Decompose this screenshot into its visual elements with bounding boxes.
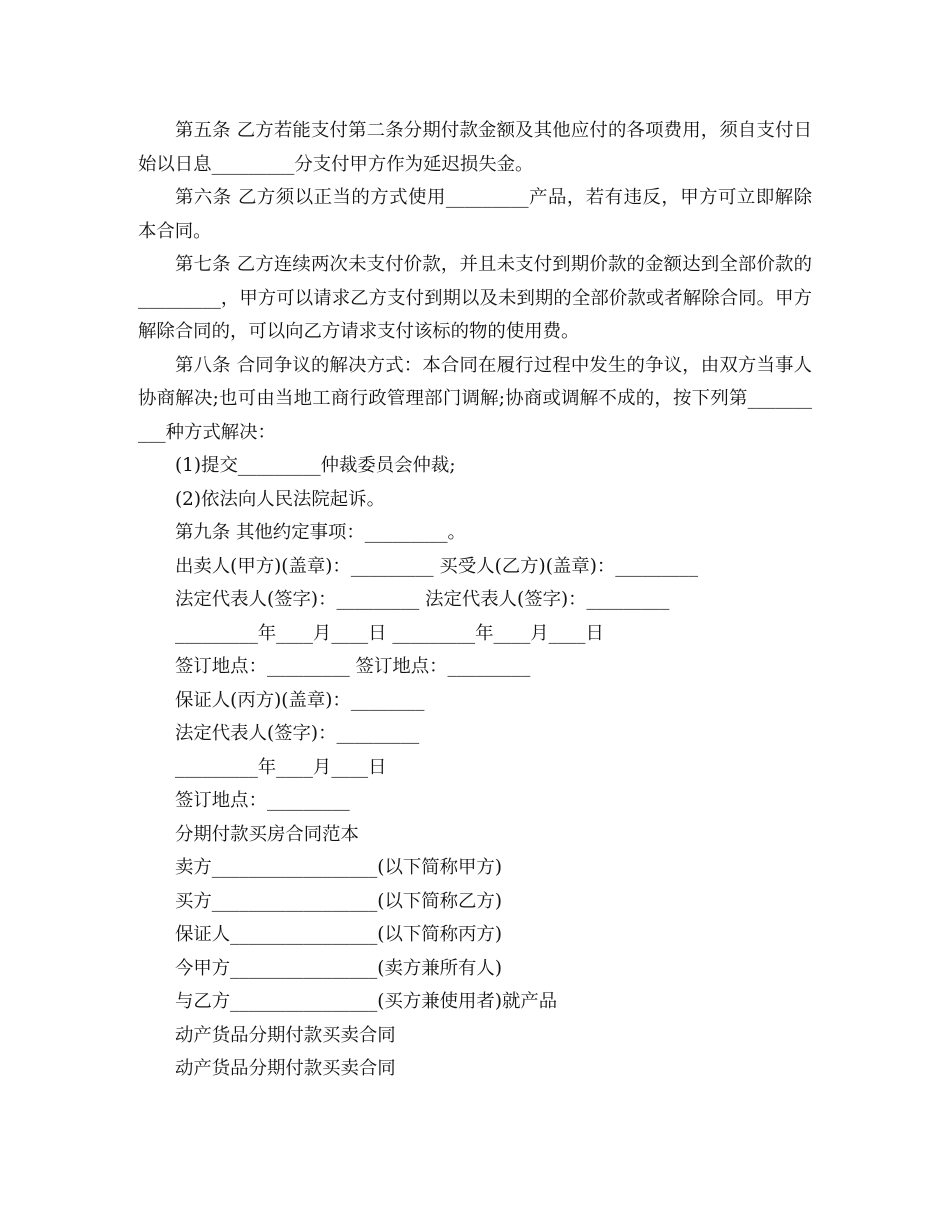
guarantor-representative: 法定代表人(签字)：_________: [175, 723, 420, 744]
signature-representatives: 法定代表人(签字)：_________ 法定代表人(签字)：_________: [175, 589, 670, 610]
guarantor-date: _________年____月____日: [175, 756, 387, 778]
seller-line: 卖方__________________(以下简称甲方): [175, 857, 502, 878]
sample-title: 分期付款买房合同范本: [175, 823, 359, 845]
document-body: [138, 114, 812, 1086]
signature-dates: _________年____月____日 _________年____月____日: [175, 622, 604, 644]
guarantor-line: 保证人________________(以下简称丙方): [175, 924, 502, 945]
article-5: 第五条 乙方若能支付第二条分期付款金额及其他应付的各项费用，须自支付日始以日息_________分支付甲方作为延迟损失金。: [138, 120, 812, 175]
dispute-option-2: (2)依法向人民法院起诉。: [175, 488, 385, 510]
article-7: 第七条 乙方连续两次未支付价款，并且未支付到期价款的金额达到全部价款的_________，甲方可以请求乙方支付到期以及未到期的全部价款或者解除合同。甲方解除合同的，可以向乙方请求支付该标的物的使用费。: [138, 254, 812, 342]
dispute-option-1: (1)提交_________仲裁委员会仲裁;: [175, 455, 456, 476]
signature-parties: 出卖人(甲方)(盖章)：_________ 买受人(乙方)(盖章)：_________: [175, 555, 699, 577]
party-b-line: 与乙方________________(买方兼使用者)就产品: [175, 991, 558, 1012]
signature-places: 签订地点：_________ 签订地点：_________: [175, 656, 531, 677]
party-a-line: 今甲方________________(卖方兼所有人): [175, 957, 502, 979]
contract-title-repeat: 动产货品分期付款买卖合同: [175, 1058, 396, 1079]
guarantor-place: 签订地点：_________: [175, 790, 350, 811]
article-6: 第六条 乙方须以正当的方式使用_________产品，若有违反，甲方可立即解除本合同。: [138, 187, 812, 242]
buyer-line: 买方__________________(以下简称乙方): [175, 890, 502, 912]
article-9: 第九条 其他约定事项：_________。: [175, 522, 466, 543]
contract-title: 动产货品分期付款买卖合同: [175, 1024, 396, 1046]
guarantor-seal: 保证人(丙方)(盖章)：________: [175, 689, 425, 711]
article-8: 第八条 合同争议的解决方式：本合同在履行过程中发生的争议，由双方当事人协商解决;也可由当地工商行政管理部门调解;协商或调解不成的，按下列第__________种方式解决：: [138, 354, 812, 443]
